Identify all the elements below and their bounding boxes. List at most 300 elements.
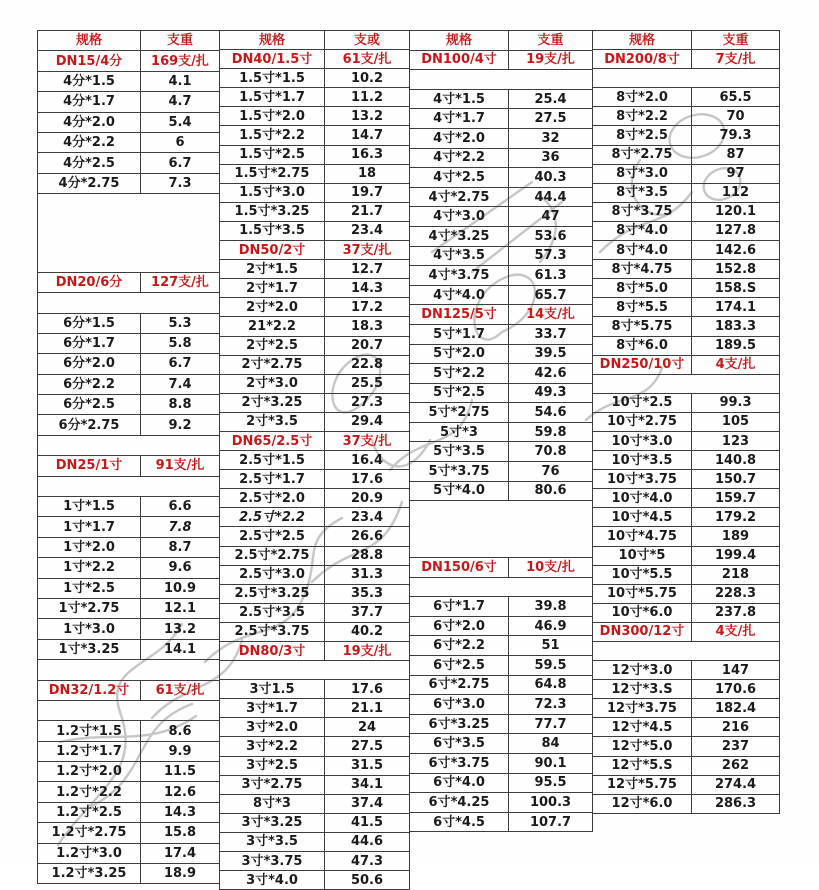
- weight-cell: 35.3: [325, 584, 410, 603]
- table-row: [220, 565, 410, 584]
- table-row: [38, 762, 220, 782]
- weight-header: 支或: [325, 31, 410, 50]
- spec-cell: 6寸*2.5: [410, 656, 509, 676]
- table-row: [410, 442, 593, 462]
- weight-cell: 22.8: [325, 355, 410, 374]
- spec-cell: 2.5寸*1.7: [220, 470, 325, 489]
- spec-cell: 2.5寸*2.2: [220, 508, 325, 527]
- blank-row: [593, 69, 780, 88]
- spec-cell: 4寸*1.7: [410, 109, 509, 129]
- table-row: [220, 221, 410, 240]
- table-row: [38, 843, 220, 863]
- weight-cell: 79.3: [692, 126, 780, 145]
- spec-cell: DN125/5寸: [410, 305, 509, 325]
- weight-cell: 6: [141, 132, 220, 152]
- spec-cell: 8寸*2.0: [593, 88, 692, 107]
- weight-cell: 27.5: [509, 109, 593, 129]
- weight-cell: 13.2: [141, 619, 220, 639]
- weight-cell: 7.3: [141, 173, 220, 193]
- weight-cell: 10支/扎: [509, 558, 593, 578]
- weight-cell: 14.7: [325, 126, 410, 145]
- table-row: [593, 756, 780, 775]
- section-row: [220, 241, 410, 260]
- spec-cell: 5寸*3: [410, 422, 509, 442]
- table-row: [410, 226, 593, 246]
- blank-row: [38, 194, 220, 273]
- section-row: [593, 50, 780, 69]
- table-row: [220, 832, 410, 851]
- table-row: [593, 298, 780, 317]
- spec-cell: 4寸*3.25: [410, 226, 509, 246]
- table-row: [220, 107, 410, 126]
- weight-cell: 61支/扎: [325, 50, 410, 69]
- section-row: [593, 355, 780, 374]
- table-row: [410, 207, 593, 227]
- spec-cell: 6寸*4.5: [410, 812, 509, 832]
- table-row: [593, 508, 780, 527]
- weight-cell: 127.8: [692, 221, 780, 240]
- weight-cell: 49.3: [509, 383, 593, 403]
- spec-cell: 5寸*3.5: [410, 442, 509, 462]
- spec-cell: 10寸*4.5: [593, 508, 692, 527]
- weight-cell: 50.6: [325, 871, 410, 890]
- table-row: [38, 153, 220, 173]
- weight-cell: 15.8: [141, 823, 220, 843]
- table-row: [38, 112, 220, 132]
- table-row: [220, 451, 410, 470]
- table-row: [410, 168, 593, 188]
- spec-cell: 2寸*2.75: [220, 355, 325, 374]
- spec-cell: 3寸*4.0: [220, 871, 325, 890]
- weight-cell: 6.7: [141, 354, 220, 374]
- spec-cell: 4分*1.7: [38, 92, 141, 112]
- table-row: [593, 565, 780, 584]
- weight-cell: 97: [692, 164, 780, 183]
- weight-cell: 23.4: [325, 221, 410, 240]
- spec-cell: DN40/1.5寸: [220, 50, 325, 69]
- table-row: [410, 128, 593, 148]
- weight-cell: 25.4: [509, 89, 593, 109]
- weight-cell: 17.2: [325, 298, 410, 317]
- blank-row: [220, 661, 410, 680]
- weight-cell: 19支/扎: [509, 50, 593, 70]
- spec-cell: 2寸*1.7: [220, 279, 325, 298]
- spec-cell: 1.2寸*1.5: [38, 721, 141, 741]
- table-row: [410, 616, 593, 636]
- group-1-dn15-to-dn32: [37, 30, 220, 884]
- section-row: [410, 50, 593, 70]
- weight-cell: 57.3: [509, 246, 593, 266]
- table-row: [593, 718, 780, 737]
- weight-cell: 37.4: [325, 794, 410, 813]
- weight-header: 支重: [509, 31, 593, 51]
- spec-cell: 2.5寸*2.75: [220, 546, 325, 565]
- table-row: [410, 109, 593, 129]
- table-row: [220, 126, 410, 145]
- spec-cell: 12寸*3.0: [593, 661, 692, 680]
- weight-cell: 59.8: [509, 422, 593, 442]
- spec-cell: DN20/6分: [38, 272, 141, 292]
- table-row: [220, 794, 410, 813]
- blank-cell: [593, 642, 780, 661]
- blank-cell: [38, 293, 220, 313]
- weight-cell: 237: [692, 737, 780, 756]
- spec-cell: 3寸*1.7: [220, 699, 325, 718]
- spec-cell: 1.2寸*1.7: [38, 741, 141, 761]
- table-row: [38, 354, 220, 374]
- table-row: [38, 598, 220, 618]
- blank-cell: [410, 577, 593, 597]
- table-row: [220, 374, 410, 393]
- spec-cell: 8寸*3: [220, 794, 325, 813]
- weight-cell: 105: [692, 412, 780, 431]
- spec-cell: 12寸*4.5: [593, 718, 692, 737]
- spec-cell: 6寸*3.25: [410, 714, 509, 734]
- spec-cell: 3寸1.5: [220, 680, 325, 699]
- spec-cell: 8寸*4.75: [593, 260, 692, 279]
- table-row: [410, 383, 593, 403]
- spec-cell: 6寸*2.0: [410, 616, 509, 636]
- section-row: [38, 680, 220, 700]
- weight-cell: 59.5: [509, 656, 593, 676]
- spec-cell: 1寸*2.5: [38, 578, 141, 598]
- spec-cell: 1.5寸*2.75: [220, 164, 325, 183]
- table-row: [593, 603, 780, 622]
- table-row: [38, 823, 220, 843]
- table-row: [38, 415, 220, 435]
- table-row: [593, 126, 780, 145]
- weight-cell: 9.9: [141, 741, 220, 761]
- weight-cell: 13.2: [325, 107, 410, 126]
- weight-cell: 70.8: [509, 442, 593, 462]
- spec-cell: 6分*2.0: [38, 354, 141, 374]
- table-row: [220, 317, 410, 336]
- table-row: [593, 164, 780, 183]
- weight-cell: 152.8: [692, 260, 780, 279]
- header-row: [38, 31, 220, 51]
- table-row: [593, 336, 780, 355]
- blank-row: [38, 476, 220, 496]
- table-row: [410, 675, 593, 695]
- weight-cell: 169支/扎: [141, 51, 220, 71]
- weight-cell: 20.7: [325, 336, 410, 355]
- table-row: [410, 462, 593, 482]
- table-row: [38, 333, 220, 353]
- weight-cell: 142.6: [692, 241, 780, 260]
- weight-cell: 51: [509, 636, 593, 656]
- spec-cell: 12寸*3.S: [593, 680, 692, 699]
- weight-cell: 34.1: [325, 775, 410, 794]
- weight-cell: 147: [692, 661, 780, 680]
- spec-cell: 3寸*2.5: [220, 756, 325, 775]
- weight-cell: 12.6: [141, 782, 220, 802]
- weight-cell: 112: [692, 183, 780, 202]
- spec-cell: DN65/2.5寸: [220, 431, 325, 450]
- weight-cell: 20.9: [325, 489, 410, 508]
- spec-cell: 2寸*1.5: [220, 260, 325, 279]
- table-row: [593, 145, 780, 164]
- section-row: [38, 51, 220, 71]
- table-row: [38, 864, 220, 884]
- table-row: [38, 639, 220, 659]
- section-row: [220, 431, 410, 450]
- blank-cell: [593, 69, 780, 88]
- spec-cell: 1.5寸*1.5: [220, 69, 325, 88]
- spec-cell: 4分*2.0: [38, 112, 141, 132]
- section-row: [410, 305, 593, 325]
- table-row: [410, 285, 593, 305]
- table-row: [593, 279, 780, 298]
- spec-cell: 10寸*5: [593, 546, 692, 565]
- header-row: [220, 31, 410, 50]
- spec-cell: 1寸*2.75: [38, 598, 141, 618]
- blank-cell: [38, 660, 220, 680]
- spec-cell: 1.5寸*2.0: [220, 107, 325, 126]
- weight-cell: 274.4: [692, 775, 780, 794]
- weight-cell: 5.8: [141, 333, 220, 353]
- table-row: [410, 148, 593, 168]
- table-row: [410, 793, 593, 813]
- weight-cell: 9.2: [141, 415, 220, 435]
- weight-cell: 7支/扎: [692, 50, 780, 69]
- weight-cell: 61.3: [509, 266, 593, 286]
- spec-cell: 5寸*1.7: [410, 324, 509, 344]
- weight-cell: 47: [509, 207, 593, 227]
- weight-cell: 16.4: [325, 451, 410, 470]
- table-row: [593, 393, 780, 412]
- table-row: [220, 603, 410, 622]
- spec-cell: 12寸*5.S: [593, 756, 692, 775]
- weight-cell: 61支/扎: [141, 680, 220, 700]
- weight-cell: 27.5: [325, 737, 410, 756]
- blank-cell: [410, 70, 593, 90]
- weight-cell: 44.6: [325, 832, 410, 851]
- spec-cell: 1.2寸*2.2: [38, 782, 141, 802]
- spec-cell: 5寸*2.2: [410, 364, 509, 384]
- table-row: [38, 558, 220, 578]
- spec-cell: 4寸*4.0: [410, 285, 509, 305]
- weight-cell: 26.6: [325, 527, 410, 546]
- spec-cell: 2.5寸*2.5: [220, 527, 325, 546]
- spec-cell: 6分*1.7: [38, 333, 141, 353]
- spec-cell: 1.5寸*3.25: [220, 202, 325, 221]
- weight-cell: 14.1: [141, 639, 220, 659]
- spec-cell: 4寸*2.2: [410, 148, 509, 168]
- table-row: [220, 718, 410, 737]
- table-row: [593, 489, 780, 508]
- table-row: [593, 88, 780, 107]
- table-row: [38, 517, 220, 537]
- table-row: [410, 422, 593, 442]
- table-row: [220, 489, 410, 508]
- weight-cell: 33.7: [509, 324, 593, 344]
- table-row: [220, 622, 410, 641]
- weight-cell: 80.6: [509, 481, 593, 501]
- spec-cell: DN80/3寸: [220, 642, 325, 661]
- weight-cell: 4.7: [141, 92, 220, 112]
- spec-cell: 4寸*2.75: [410, 187, 509, 207]
- spec-cell: 1.5寸*2.2: [220, 126, 325, 145]
- spec-cell: 1寸*3.0: [38, 619, 141, 639]
- table-row: [220, 852, 410, 871]
- blank-row: [410, 577, 593, 597]
- spec-cell: 2寸*3.25: [220, 393, 325, 412]
- weight-cell: 216: [692, 718, 780, 737]
- spec-cell: 1.5寸*2.5: [220, 145, 325, 164]
- table-row: [220, 260, 410, 279]
- spec-cell: 6寸*3.0: [410, 695, 509, 715]
- spec-cell: 4分*2.75: [38, 173, 141, 193]
- spec-cell: 6寸*1.7: [410, 597, 509, 617]
- weight-cell: 8.8: [141, 395, 220, 415]
- spec-cell: 4分*2.5: [38, 153, 141, 173]
- weight-cell: 17.6: [325, 680, 410, 699]
- spec-cell: 4寸*3.0: [410, 207, 509, 227]
- spec-cell: 1寸*2.2: [38, 558, 141, 578]
- table-row: [38, 395, 220, 415]
- weight-cell: 19支/扎: [325, 642, 410, 661]
- table-row: [38, 132, 220, 152]
- weight-cell: 17.6: [325, 470, 410, 489]
- table-row: [410, 773, 593, 793]
- table-row: [38, 782, 220, 802]
- blank-cell: [220, 661, 410, 680]
- weight-cell: 140.8: [692, 451, 780, 470]
- spec-cell: 8寸*5.0: [593, 279, 692, 298]
- weight-cell: 87: [692, 145, 780, 164]
- weight-cell: 6.6: [141, 497, 220, 517]
- spec-cell: 1.2寸*3.0: [38, 843, 141, 863]
- blank-cell: [38, 476, 220, 496]
- weight-cell: 12.7: [325, 260, 410, 279]
- spec-cell: 2.5寸*3.25: [220, 584, 325, 603]
- spec-cell: DN100/4寸: [410, 50, 509, 70]
- blank-cell: [593, 374, 780, 393]
- table-row: [220, 527, 410, 546]
- weight-cell: 4.1: [141, 71, 220, 91]
- table-row: [220, 183, 410, 202]
- weight-cell: 39.5: [509, 344, 593, 364]
- weight-cell: 14.3: [325, 279, 410, 298]
- table-row: [38, 92, 220, 112]
- table-row: [220, 355, 410, 374]
- spec-cell: 1.5寸*3.0: [220, 183, 325, 202]
- blank-row: [593, 642, 780, 661]
- spec-cell: 8寸*3.5: [593, 183, 692, 202]
- blank-row: [410, 70, 593, 90]
- spec-cell: DN50/2寸: [220, 241, 325, 260]
- header-row: [593, 31, 780, 50]
- weight-cell: 189: [692, 527, 780, 546]
- spec-cell: 6寸*2.75: [410, 675, 509, 695]
- spec-cell: 3寸*2.2: [220, 737, 325, 756]
- table-row: [593, 470, 780, 489]
- header-row: [410, 31, 593, 51]
- spec-cell: 8寸*2.5: [593, 126, 692, 145]
- weight-cell: 37支/扎: [325, 431, 410, 450]
- table-row: [593, 661, 780, 680]
- weight-cell: 10.2: [325, 69, 410, 88]
- spec-cell: DN250/10寸: [593, 355, 692, 374]
- weight-cell: 8.7: [141, 537, 220, 557]
- weight-cell: 159.7: [692, 489, 780, 508]
- spec-cell: 2.5寸*3.0: [220, 565, 325, 584]
- weight-cell: 100.3: [509, 793, 593, 813]
- spec-cell: 6分*2.75: [38, 415, 141, 435]
- spec-cell: 21*2.2: [220, 317, 325, 336]
- table-row: [220, 737, 410, 756]
- weight-cell: 218: [692, 565, 780, 584]
- weight-cell: 189.5: [692, 336, 780, 355]
- table-row: [410, 812, 593, 832]
- spec-cell: 2寸*3.5: [220, 412, 325, 431]
- weight-cell: 90.1: [509, 753, 593, 773]
- weight-cell: 11.5: [141, 762, 220, 782]
- weight-cell: 170.6: [692, 680, 780, 699]
- blank-row: [410, 501, 593, 558]
- table-row: [38, 313, 220, 333]
- weight-cell: 36: [509, 148, 593, 168]
- table-row: [593, 221, 780, 240]
- spec-cell: 4寸*3.5: [410, 246, 509, 266]
- spec-cell: 1.2寸*3.25: [38, 864, 141, 884]
- spec-cell: 6分*1.5: [38, 313, 141, 333]
- weight-cell: 18.9: [141, 864, 220, 884]
- table-row: [593, 260, 780, 279]
- table-row: [410, 324, 593, 344]
- weight-cell: 228.3: [692, 584, 780, 603]
- weight-cell: 7.4: [141, 374, 220, 394]
- weight-cell: 199.4: [692, 546, 780, 565]
- spec-header: 规格: [593, 31, 692, 50]
- spec-cell: 3寸*2.0: [220, 718, 325, 737]
- table-row: [410, 636, 593, 656]
- table-row: [593, 546, 780, 565]
- weight-cell: 23.4: [325, 508, 410, 527]
- spec-cell: 1.2寸*2.5: [38, 802, 141, 822]
- spec-cell: 8寸*5.75: [593, 317, 692, 336]
- weight-cell: 237.8: [692, 603, 780, 622]
- table-row: [220, 393, 410, 412]
- spec-cell: 8寸*2.75: [593, 145, 692, 164]
- spec-cell: 12寸*3.75: [593, 699, 692, 718]
- table-row: [220, 756, 410, 775]
- spec-cell: 4寸*2.0: [410, 128, 509, 148]
- weight-cell: 37.7: [325, 603, 410, 622]
- table-row: [410, 597, 593, 617]
- spec-cell: DN32/1.2寸: [38, 680, 141, 700]
- weight-cell: 179.2: [692, 508, 780, 527]
- spec-cell: 10寸*4.75: [593, 527, 692, 546]
- weight-cell: 127支/扎: [141, 272, 220, 292]
- spec-cell: 1.5寸*3.5: [220, 221, 325, 240]
- weight-cell: 21.1: [325, 699, 410, 718]
- weight-cell: 29.4: [325, 412, 410, 431]
- weight-cell: 41.5: [325, 813, 410, 832]
- table-row: [410, 344, 593, 364]
- table-row: [220, 680, 410, 699]
- spec-cell: 8寸*5.5: [593, 298, 692, 317]
- spec-header: 规格: [38, 31, 141, 51]
- section-row: [38, 272, 220, 292]
- weight-cell: 18.3: [325, 317, 410, 336]
- spec-cell: 8寸*2.2: [593, 107, 692, 126]
- spec-cell: 6分*2.5: [38, 395, 141, 415]
- weight-cell: 72.3: [509, 695, 593, 715]
- spec-cell: 10寸*4.0: [593, 489, 692, 508]
- section-row: [593, 622, 780, 641]
- weight-cell: 99.3: [692, 393, 780, 412]
